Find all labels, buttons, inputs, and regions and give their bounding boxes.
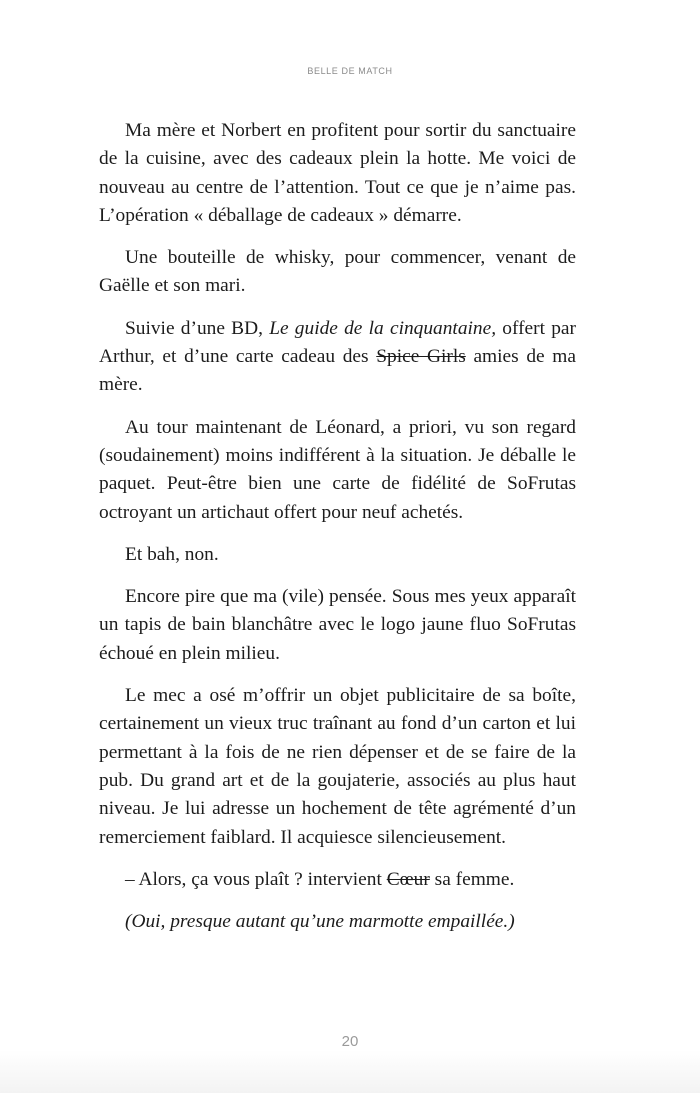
page-number: 20	[341, 1033, 359, 1050]
paragraph-1: Ma mère et Norbert en profitent pour sortir du sanctuaire de la cuisine, avec des cadeaux plein la hotte. Me voici de nouveau au centre de l’attention. Tout ce que je n’aime pas. L’opération « déballage de cadeaux » démarre.	[99, 120, 576, 226]
paragraph-2: Une bouteille de whisky, pour commencer, venant de Gaëlle et son mari.	[99, 247, 576, 297]
paragraph-7: Le mec a osé m’offrir un objet publicitaire de sa boîte, certainement un vieux truc traînant au fond d’un carton et lui permettant à la fois de ne rien dépenser et de se faire de la pub. Du grand art et de la goujaterie, associés au plus haut niveau. Je lui adresse un hochement de tête agrémenté d’un remerciement faiblard. Il acquiesce silencieusement.	[99, 685, 576, 848]
italic-aside: (Oui, presque autant qu’une marmotte empaillée.)	[125, 911, 515, 933]
struck-text-coeur: Cœur	[386, 868, 430, 890]
paragraph-3-middle: offert par Arthur, et d’une carte cadeau des	[99, 317, 576, 368]
body-text	[99, 117, 576, 950]
paragraph-3-before: Suivie d’une BD,	[125, 317, 270, 339]
paragraph-6: Encore pire que ma (vile) pensée. Sous mes yeux apparaît un tapis de bain blanchâtre avec le logo jaune fluo SoFrutas échoué en plein milieu.	[99, 586, 576, 664]
paragraph-4: Au tour maintenant de Léonard, a priori, vu son regard (soudainement) moins indifférent à la situation. Je déballe le paquet. Peut-être bien une carte de fidélité de SoFrutas octroyant un artichaut offert pour neuf achetés.	[99, 416, 576, 523]
paragraph-5: Et bah, non.	[125, 543, 219, 565]
paragraph-8-dialogue	[99, 866, 576, 894]
paragraph-3	[99, 315, 576, 400]
book-title: Le guide de la cinquantaine,	[269, 317, 497, 339]
paragraph-3-after: amies de ma mère.	[99, 346, 577, 396]
paragraph-8-after: sa femme.	[429, 868, 515, 890]
running-head: BELLE DE MATCH	[307, 66, 393, 76]
paragraph-9-aside	[99, 908, 576, 936]
struck-text-spice-girls: Spice Girls	[376, 346, 466, 368]
paragraph-8-before: – Alors, ça vous plaît ? intervient	[125, 868, 387, 890]
